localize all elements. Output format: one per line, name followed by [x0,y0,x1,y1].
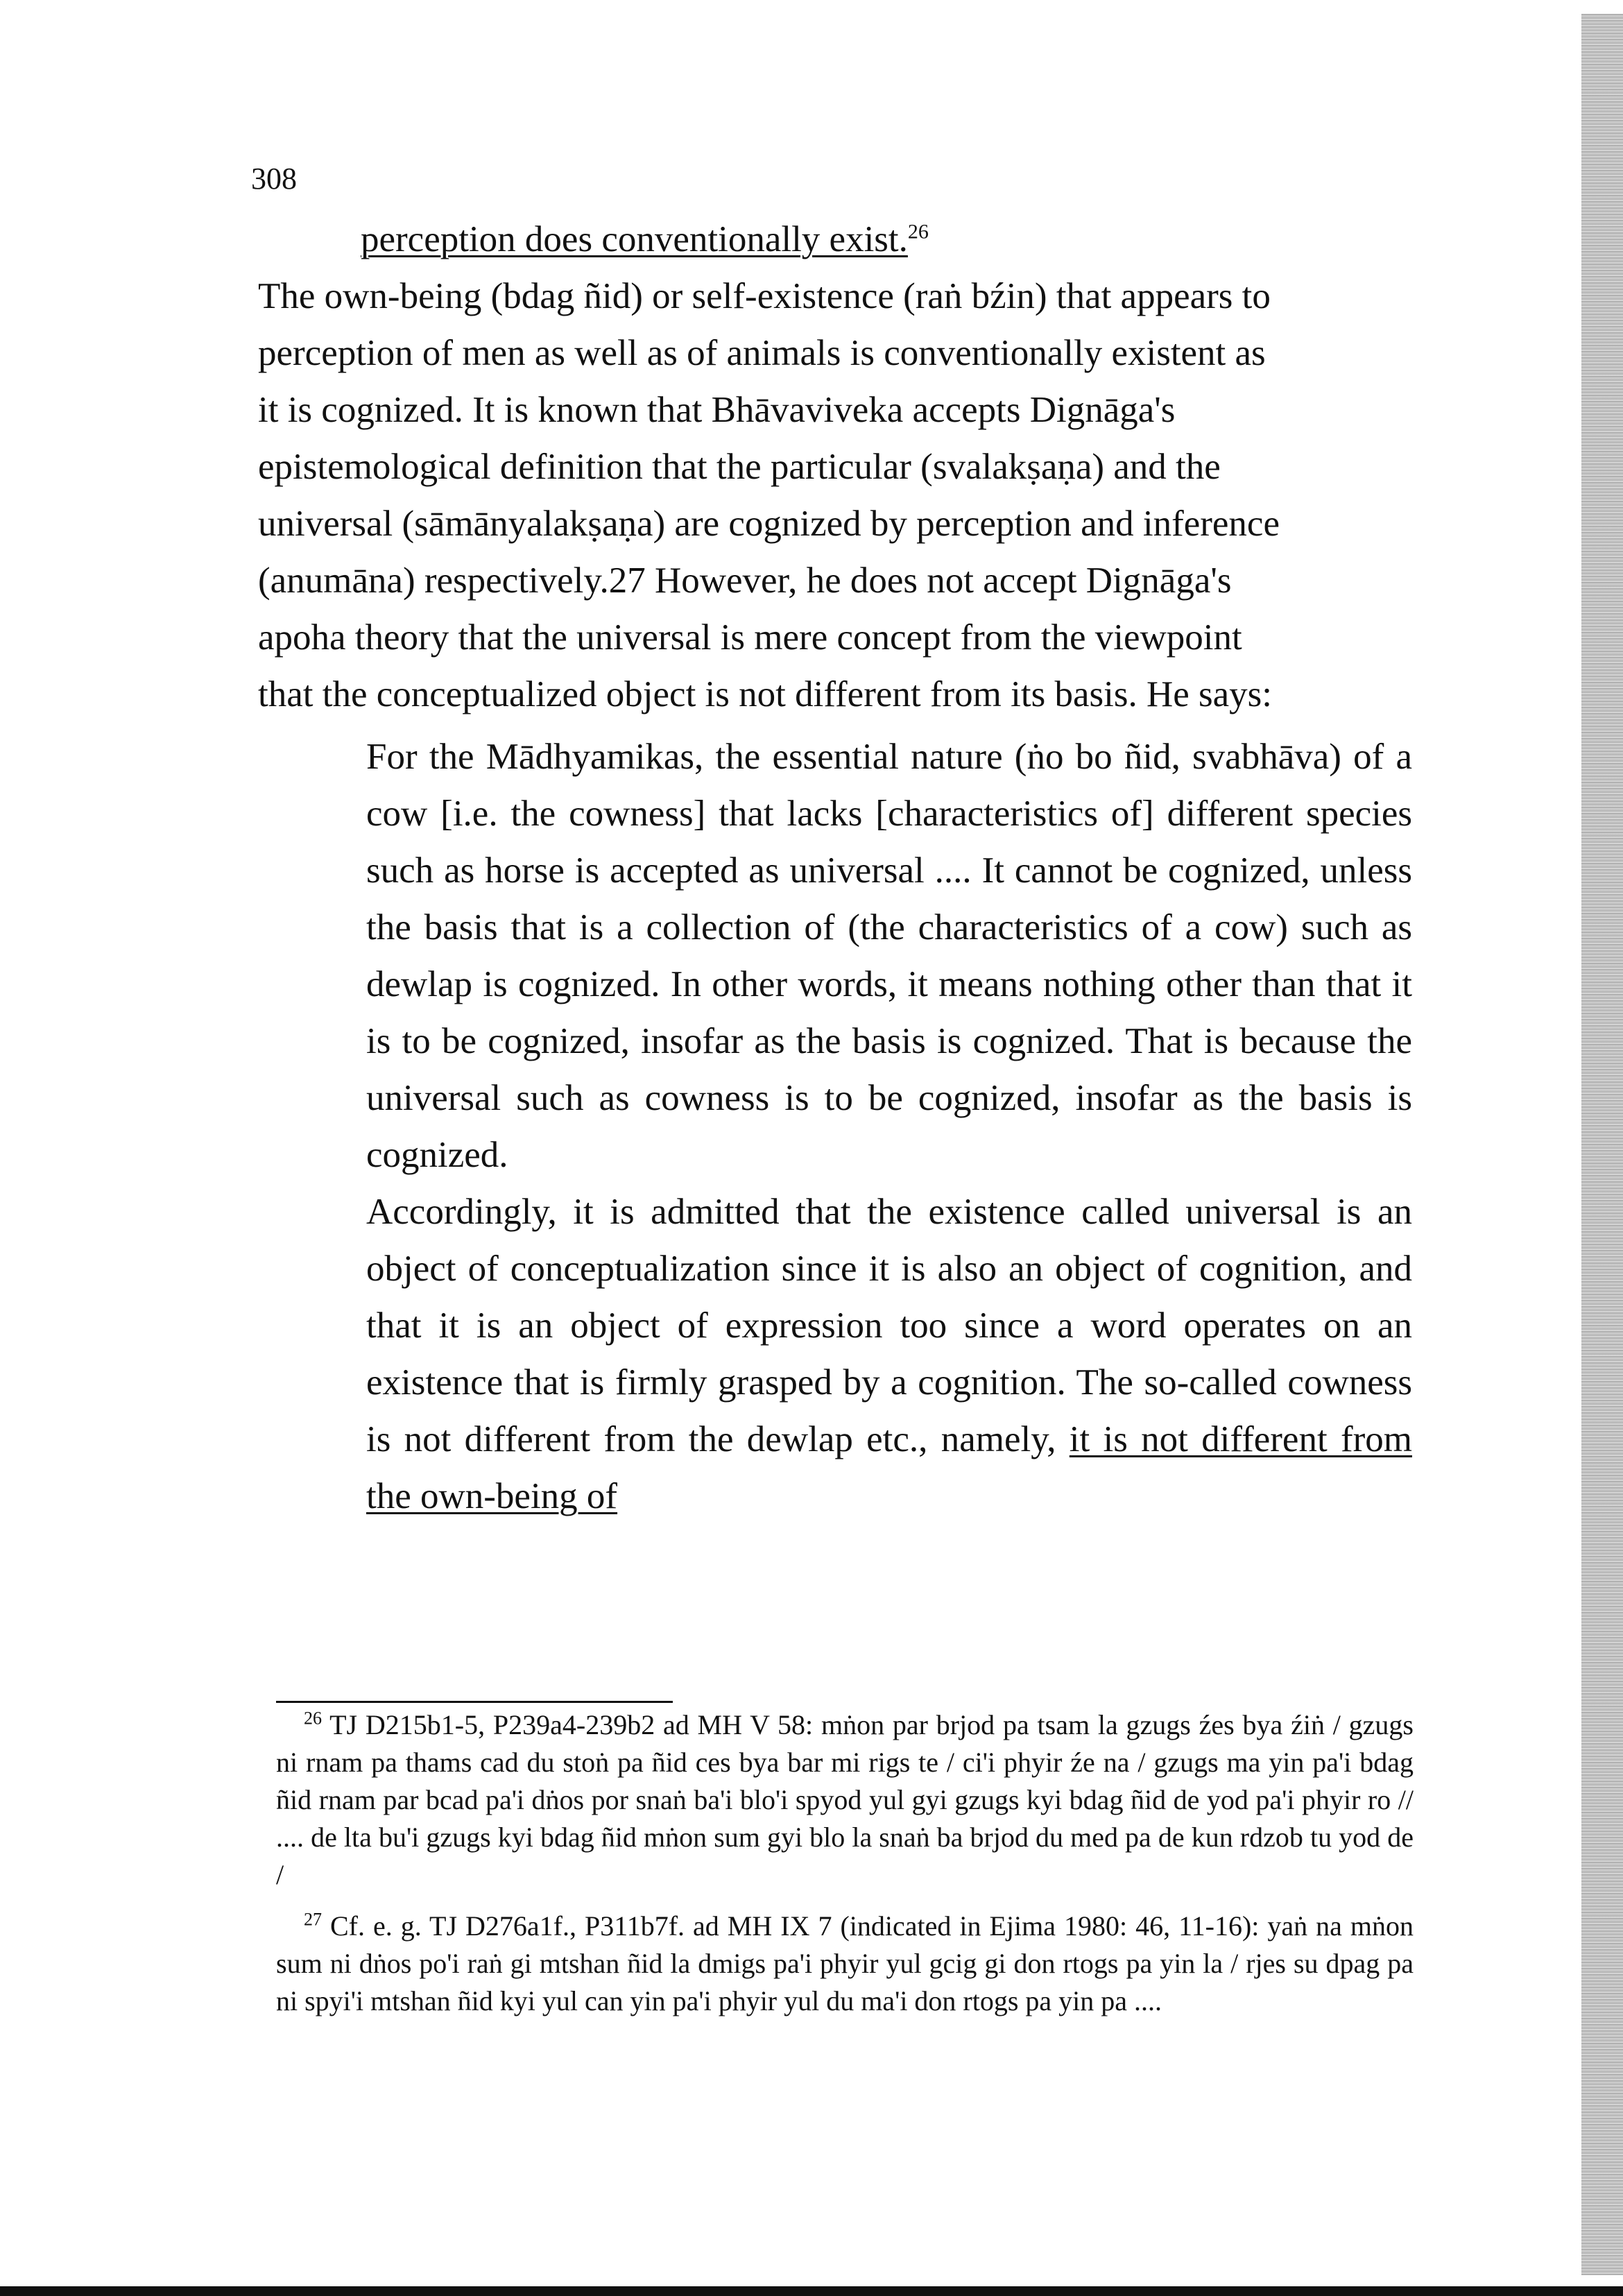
paragraph-line: epistemological definition that the particular (svalakṣaṇa) and the [258,447,1221,487]
main-text [258,211,1409,723]
footnote-number: 27 [304,1909,322,1930]
footnote-text: TJ D215b1-5, P239a4-239b2 ad MH V 58: mṅon par brjod pa tsam la gzugs źes bya źiṅ / gzugs ni rnam pa thams cad du stoṅ pa ñid ces bya bar mi rigs te / ci'i phyir źe na / gzugs ma yin pa'i bdag ñid rnam par bcad pa'i dṅos por snaṅ ba'i blo'i spyod yul gyi gzugs kyi bdag ñid de yod pa'i phyir ro // .... de lta bu'i gzugs kyi bdag ñid mṅon sum gyi blo la snaṅ ba brjod du med pa de kun rdzob tu yod de / [276,1709,1414,1890]
scan-edge-shadow [1581,14,1623,2275]
bottom-scan-border [0,2286,1623,2296]
footnote-text: Cf. e. g. TJ D276a1f., P311b7f. ad MH IX 7 (indicated in Ejima 1980: 46, 11-16): yaṅ na mṅon sum ni dṅos po'i raṅ gi mtshan ñid la dmigs pa'i phyir yul gcig gi don rtogs pa yin la / rjes su dpag pa ni spyi'i mtshan ñid kyi yul can yin pa'i phyir yul du ma'i don rtogs pa yin pa .... [276,1910,1414,2016]
quote-underlined-text: it is not different from the own-being of [366,1419,1412,1516]
quote-paragraph-2-text: Accordingly, it is admitted that the existence called universal is an object of conceptualization since it is also an object of cognition, and that it is an object of expression too since a word operates on an existence that is firmly grasped by a cognition. The so-called cowness is not different from the dewlap etc., namely, [366,1192,1412,1459]
paragraph-line: apoha theory that the universal is mere concept from the viewpoint [258,617,1242,658]
underlined-continuation: perception does conventionally exist. [361,219,908,259]
continued-line [361,211,1409,268]
paragraph-line: The own-being (bdag ñid) or self-existence (raṅ bźin) that appears to [258,276,1271,316]
footnote-separator [276,1701,673,1703]
footnote-number: 26 [304,1708,322,1729]
paragraph-line: perception of men as well as of animals is conventionally existent as [258,333,1266,373]
paragraph-line: that the conceptualized object is not different from its basis. He says: [258,674,1273,714]
footnote-ref-26: 26 [907,220,929,243]
page-number: 308 [251,162,297,196]
quote-paragraph-2 [366,1183,1412,1525]
block-quote [366,728,1412,1525]
paragraph-line: it is cognized. It is known that Bhāvaviveka accepts Dignāga's [258,390,1176,430]
paragraph-line: (anumāna) respectively.27 However, he does not accept Dignāga's [258,560,1232,601]
footnote-26 [276,1706,1414,1894]
footnotes [276,1706,1414,2034]
quote-paragraph-1: For the Mādhyamikas, the essential nature (ṅo bo ñid, svabhāva) of a cow [i.e. the cowness] that lacks [characteristics of] different species such as horse is accepted as universal .... It cannot be cognized, unless the basis that is a collection of (the characteristics of a cow) such as dewlap is cognized. In other words, it means nothing other than that it is to be cognized, insofar as the basis is cognized. That is because the universal such as cowness is to be cognized, insofar as the basis is cognized. [366,737,1412,1175]
paragraph-line: universal (sāmānyalakṣaṇa) are cognized by perception and inference [258,504,1280,544]
footnote-27 [276,1908,1414,2020]
